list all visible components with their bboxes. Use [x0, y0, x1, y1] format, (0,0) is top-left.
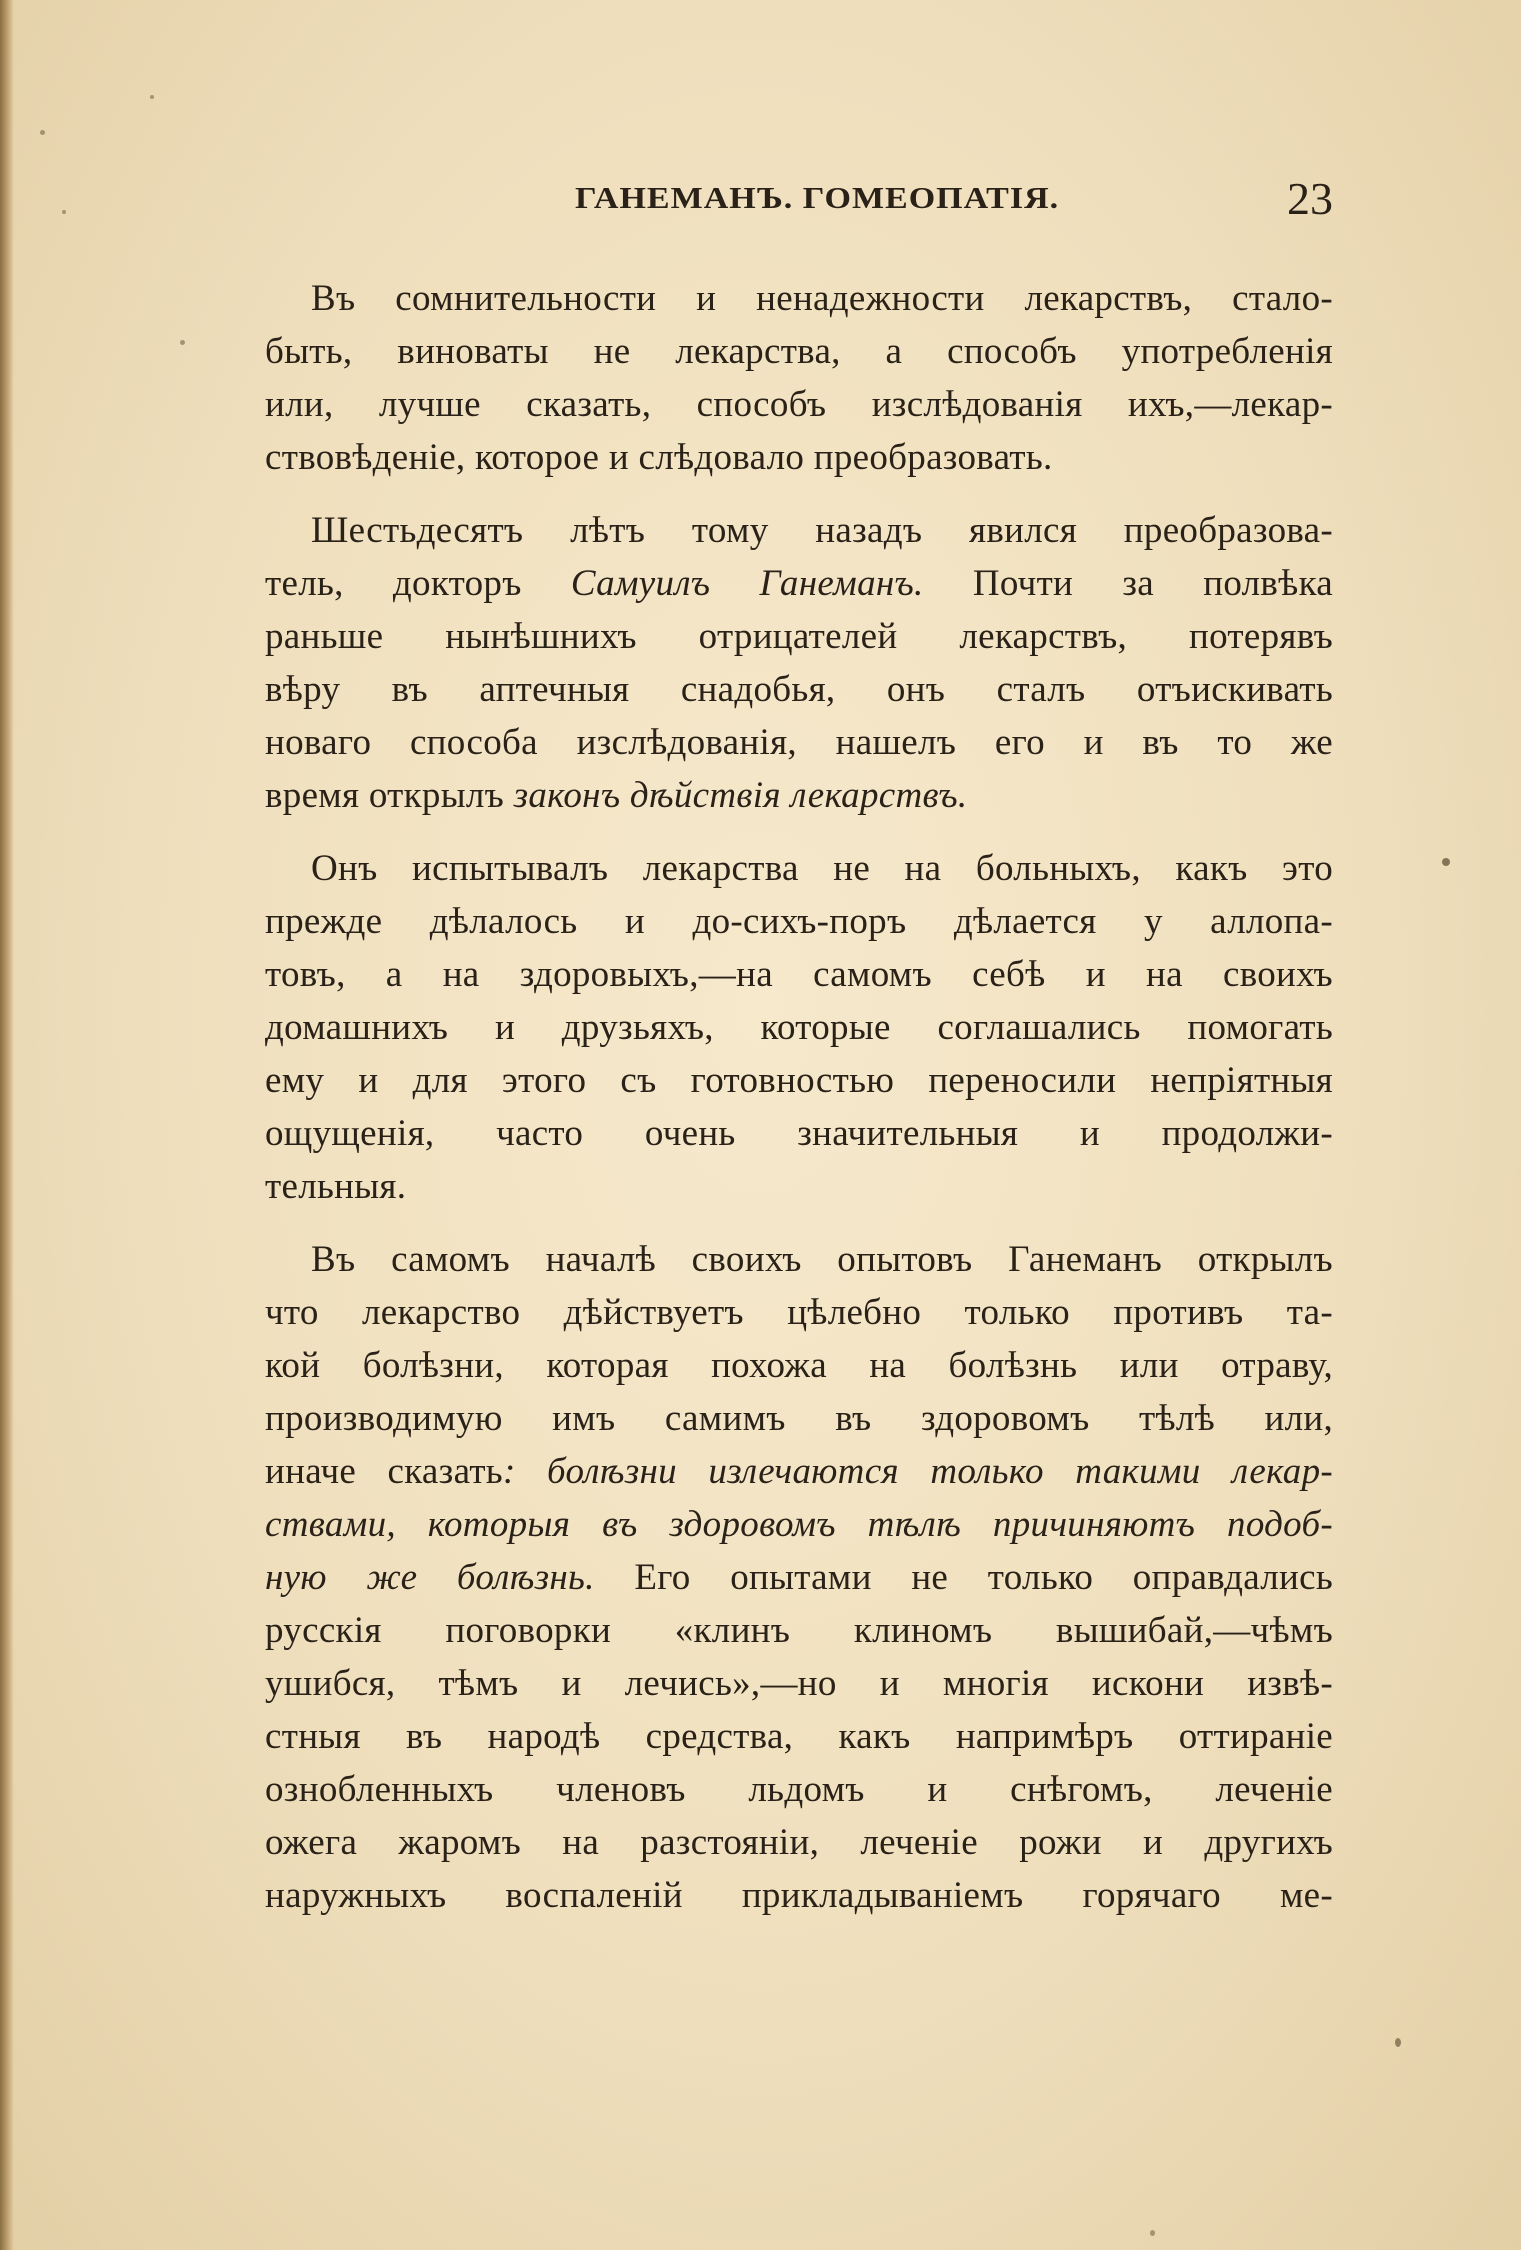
text-run: Его опытами не только оправдались	[594, 1557, 1334, 1598]
text-line: тельныя.	[265, 1166, 407, 1207]
text-line: что лекарство дѣйствуетъ цѣлебно только противъ та-	[265, 1292, 1333, 1333]
running-head-title: ГАНЕМАНЪ. ГОМЕОПАТІЯ.	[575, 181, 1060, 216]
paragraph-1	[265, 272, 1333, 484]
italic-phrase: ствами, которыя въ здоровомъ тѣлѣ причиняютъ подоб-	[265, 1504, 1333, 1545]
paper-speck	[1395, 2038, 1401, 2047]
paper-speck	[40, 130, 45, 135]
text-line: ушибся, тѣмъ и лечись»,—но и многія искони извѣ-	[265, 1663, 1333, 1704]
text-line: ожега жаромъ на разстояніи, леченіе рожи и другихъ	[265, 1822, 1333, 1863]
text-line: ознобленныхъ членовъ льдомъ и снѣгомъ, леченіе	[265, 1769, 1333, 1810]
paper-speck	[180, 340, 185, 345]
text-line: вѣру въ аптечныя снадобья, онъ сталъ отъискивать	[265, 669, 1333, 710]
text-line: ствовѣденіе, которое и слѣдовало преобразовать.	[265, 437, 1053, 478]
text-run: иначе сказать	[265, 1451, 503, 1492]
body-text	[265, 272, 1333, 1942]
text-line: или, лучше сказать, способъ изслѣдованія ихъ,—лекар-	[265, 384, 1333, 425]
paper-speck	[1150, 2230, 1155, 2236]
paragraph-3	[265, 842, 1333, 1213]
paragraph-2	[265, 504, 1333, 822]
text-line: Онъ испытывалъ лекарства не на больныхъ, какъ это	[311, 848, 1333, 889]
page-spine-shadow	[0, 0, 14, 2250]
paper-speck	[1442, 858, 1450, 866]
text-line	[265, 769, 1333, 822]
text-line	[265, 1498, 1333, 1551]
text-line: ему и для этого съ готовностью переносили непріятныя	[265, 1060, 1333, 1101]
paper-speck	[62, 210, 66, 214]
italic-phrase: законъ дѣйствія лекарствъ.	[513, 775, 968, 816]
text-line: раньше нынѣшнихъ отрицателей лекарствъ, потерявъ	[265, 616, 1333, 657]
text-line: товъ, а на здоровыхъ,—на самомъ себѣ и на своихъ	[265, 954, 1333, 995]
text-line: стныя въ народѣ средства, какъ напримѣръ оттираніе	[265, 1716, 1333, 1757]
italic-name: Самуилъ Ганеманъ.	[570, 563, 924, 604]
italic-phrase: : болѣзни излечаются только такими лекар-	[502, 1451, 1334, 1492]
text-run: время открылъ	[265, 775, 514, 816]
text-line: новаго способа изслѣдованія, нашелъ его и въ то же	[265, 722, 1333, 763]
page-number: 23	[1287, 173, 1333, 224]
text-line: прежде дѣлалось и до-сихъ-поръ дѣлается у аллопа-	[265, 901, 1333, 942]
text-run: Почти за полвѣка	[923, 563, 1334, 604]
text-line: русскія поговорки «клинъ клиномъ вышибай,—чѣмъ	[265, 1610, 1333, 1651]
text-line: домашнихъ и друзьяхъ, которые соглашались помогать	[265, 1007, 1333, 1048]
text-line: наружныхъ воспаленій прикладываніемъ горячаго ме-	[265, 1875, 1333, 1916]
text-line: быть, виноваты не лекарства, а способъ употребленія	[265, 331, 1333, 372]
text-line	[265, 1445, 1333, 1498]
text-run: тель, докторъ	[265, 563, 571, 604]
text-line: Въ самомъ началѣ своихъ опытовъ Ганеманъ открылъ	[311, 1239, 1333, 1280]
text-line	[265, 1551, 1333, 1604]
text-line: производимую имъ самимъ въ здоровомъ тѣлѣ или,	[265, 1398, 1333, 1439]
paper-speck	[150, 95, 154, 99]
text-line: кой болѣзни, которая похожа на болѣзнь или отраву,	[265, 1345, 1333, 1386]
running-head	[265, 172, 1333, 232]
paragraph-4	[265, 1233, 1333, 1922]
text-line	[265, 557, 1333, 610]
text-line: ощущенія, часто очень значительныя и продолжи-	[265, 1113, 1333, 1154]
italic-phrase: ную же болѣзнь.	[265, 1557, 595, 1598]
text-line: Шестьдесятъ лѣтъ тому назадъ явился преобразова-	[311, 510, 1333, 551]
text-line: Въ сомнительности и ненадежности лекарствъ, стало-	[311, 278, 1333, 319]
